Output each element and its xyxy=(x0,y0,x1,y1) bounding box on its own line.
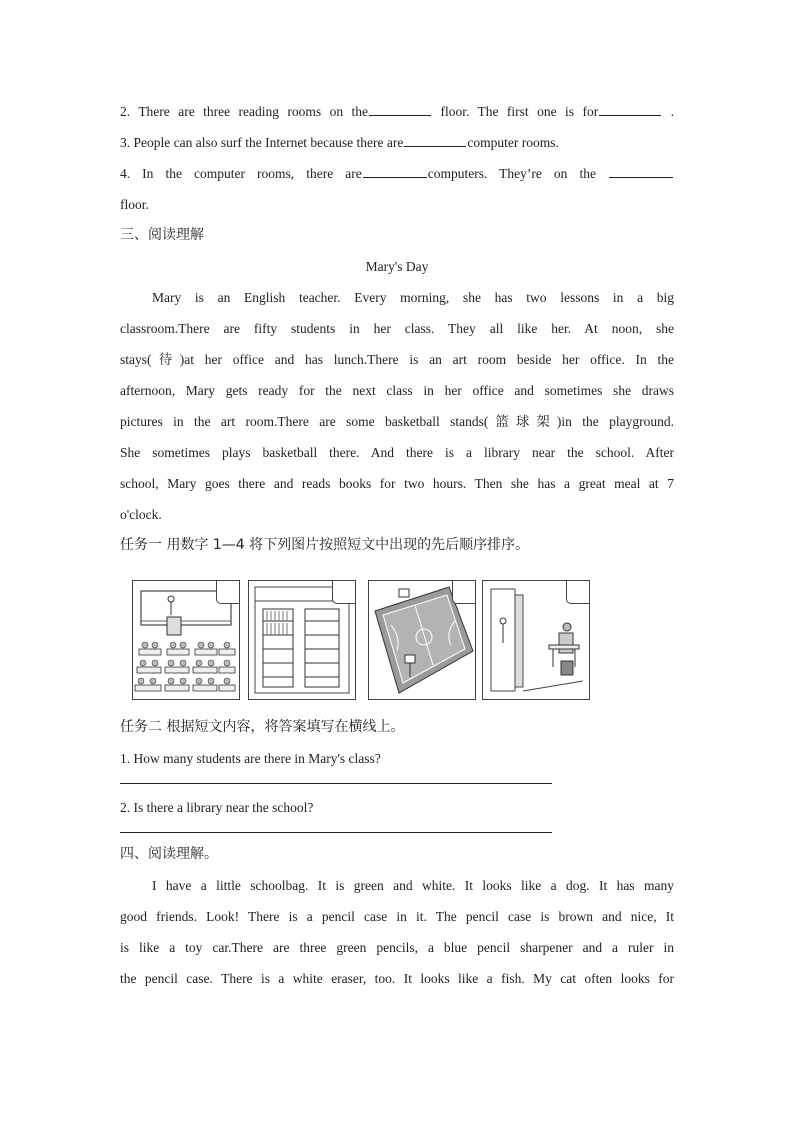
question-number: 3. xyxy=(120,135,131,150)
passage-line: afternoon, Mary gets ready for the next class in her office and sometimes she draws xyxy=(120,383,674,398)
question-3 xyxy=(120,127,674,158)
passage-line: stays(待)at her office and has lunch.There is an art room beside her office. In the xyxy=(120,352,674,367)
question-4 xyxy=(120,158,674,189)
passage-line: She sometimes plays basketball there. And there is a library near the school. After xyxy=(120,445,674,460)
question-text: There are three reading rooms on the xyxy=(138,104,369,119)
comprehension-question-1: 1. How many students are there in Mary's class? xyxy=(120,751,381,766)
passage-line: I have a little schoolbag. It is green and white. It looks like a dog. It has many xyxy=(152,878,674,893)
comprehension-question-2: 2. Is there a library near the school? xyxy=(120,800,314,815)
library-picture xyxy=(248,580,356,700)
question-text: computer rooms. xyxy=(467,135,559,150)
passage-line: classroom.There are fifty students in her class. They all like her. At noon, she xyxy=(120,321,674,336)
question-text: floor. xyxy=(120,197,149,212)
passage-title: Mary's Day xyxy=(365,259,429,274)
answer-blank[interactable] xyxy=(404,132,466,147)
question-text: People can also surf the Internet because there are xyxy=(133,135,404,150)
question-2 xyxy=(120,96,674,127)
passage-line: is like a toy car.There are three green pencils, a blue pencil sharpener and a ruler in xyxy=(120,940,674,955)
worksheet-page xyxy=(120,96,674,561)
passage-line: Mary is an English teacher. Every morning, she has two lessons in a big xyxy=(152,290,674,305)
passage-marys-day xyxy=(120,282,674,530)
task-2-block xyxy=(120,712,674,994)
question-4-continued xyxy=(120,189,674,220)
question-number: 4. xyxy=(120,166,131,181)
passage-line: the pencil case. There is a white eraser, too. It looks like a fish. My cat often looks for xyxy=(120,971,674,986)
order-number-box[interactable] xyxy=(452,580,476,604)
basketball-court-picture xyxy=(368,580,476,700)
passage-line: school, Mary goes there and reads books for two hours. Then she has a great meal at 7 xyxy=(120,476,674,491)
passage-line: o'clock. xyxy=(120,507,162,522)
question-text: In the computer rooms, there are xyxy=(142,166,362,181)
order-number-box[interactable] xyxy=(566,580,590,604)
task-1-instruction: 任务一 用数字 1—4 将下列图片按照短文中出现的先后顺序排序。 xyxy=(120,537,530,553)
task-2-instruction: 任务二 根据短文内容，将答案填写在横线上。 xyxy=(120,719,405,735)
answer-blank[interactable] xyxy=(369,101,431,116)
question-number: 2. xyxy=(120,104,131,119)
answer-line[interactable] xyxy=(120,783,552,784)
answer-line[interactable] xyxy=(120,832,552,833)
question-text: computers. They’re on the xyxy=(427,166,596,181)
answer-blank[interactable] xyxy=(609,163,673,178)
order-number-box[interactable] xyxy=(332,580,356,604)
question-text: floor. The first one is for xyxy=(440,104,599,119)
answer-blank[interactable] xyxy=(599,101,661,116)
passage-line: pictures in the art room.There are some basketball stands(篮球架)in the playground. xyxy=(120,414,674,429)
section-4-heading: 四、阅读理解。 xyxy=(120,846,218,862)
passage-schoolbag xyxy=(120,870,674,994)
section-3-heading: 三、阅读理解 xyxy=(120,227,204,243)
order-number-box[interactable] xyxy=(216,580,240,604)
classroom-picture xyxy=(132,580,240,700)
picture-row xyxy=(132,580,592,700)
passage-line: good friends. Look! There is a pencil case in it. The pencil case is brown and nice, It xyxy=(120,909,674,924)
office-picture xyxy=(482,580,590,700)
question-text: . xyxy=(670,104,675,119)
answer-blank[interactable] xyxy=(363,163,427,178)
